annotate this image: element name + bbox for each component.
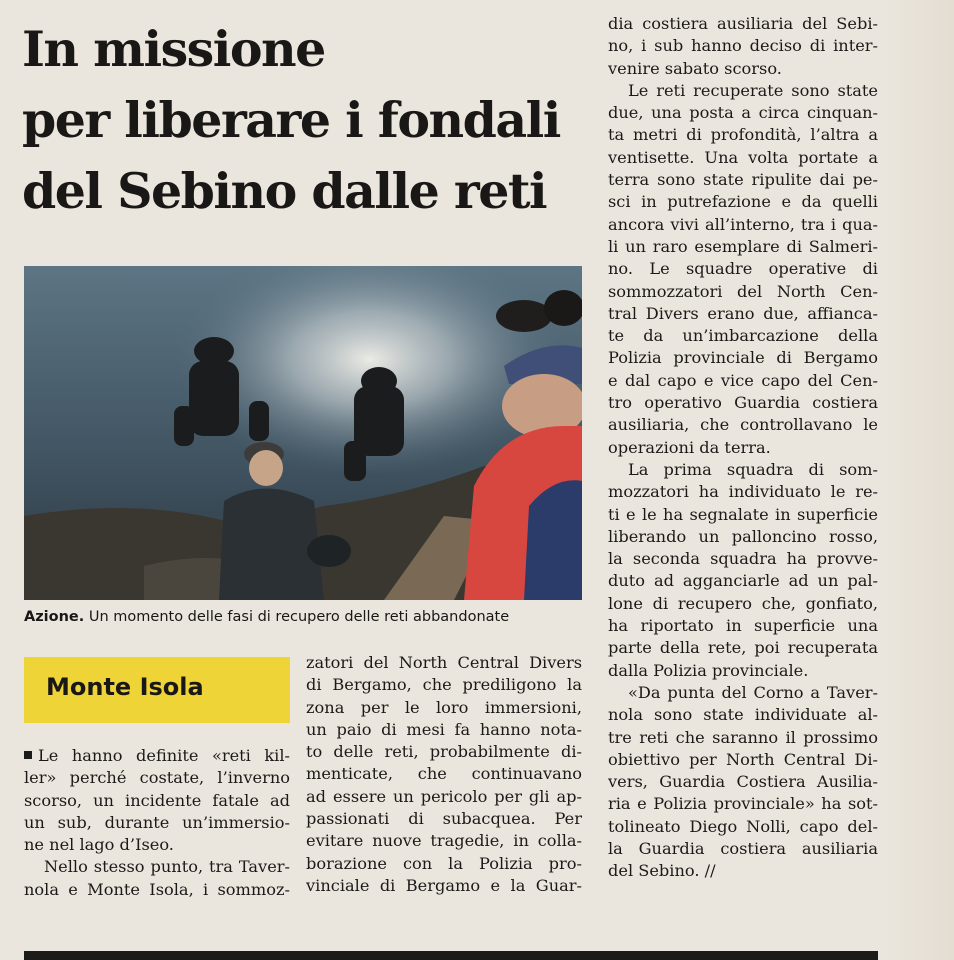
column3-line: tolineato Diego Nolli, capo del- [608,816,878,836]
column3-line: Le reti recuperate sono state [628,80,878,100]
kicker-label: Monte Isola [46,673,204,701]
column3-line: ventisette. Una volta portate a [608,147,878,167]
column3-line: ha riportato in superficie una [608,616,878,636]
column3-line: operazioni da terra. [608,437,771,457]
column2-line: evitare nuove tragedie, in colla- [306,831,582,851]
column2-line: menticate, che continuavano [306,764,582,784]
column3-line: La prima squadra di som- [628,459,878,479]
column3-line: mozzatori ha individuato le re- [608,482,878,502]
column3-line: te da un’imbarcazione della [608,326,878,346]
column3-line: parte della rete, poi recuperata [608,638,878,658]
headline [22,14,602,227]
article-column-1 [24,745,290,901]
column1-line: ler» perché costate, l’inverno [24,768,290,788]
column3-line: venire sabato scorso. [608,58,782,78]
column3-line: li un raro esemplare di Salmeri- [608,236,878,256]
column3-line: la Guardia costiera ausiliaria [608,838,878,858]
column3-line: la seconda squadra ha provve- [608,549,878,569]
headline-line-3: del Sebino dalle reti [22,162,547,220]
column2-line: ad essere un pericolo per gli ap- [306,786,582,806]
column3-line: «Da punta del Corno a Taver- [628,682,878,702]
column3-line: duto ad agganciarle ad un pal- [608,571,878,591]
article-column-2 [306,652,582,897]
column2-line: di Bergamo, che prediligono la [306,675,582,695]
column3-line: del Sebino. // [608,861,716,881]
caption-lead: Azione. [24,609,85,625]
column3-line: ti e le ha segnalate in superficie [608,504,878,524]
caption-text: Un momento delle fasi di recupero delle reti abbandonate [84,609,510,625]
photo-caption [24,607,594,627]
lake-divers-photo [24,266,582,600]
column3-line: ancora vivi all’interno, tra i qua- [608,214,878,234]
column3-line: dia costiera ausiliaria del Sebi- [608,14,878,33]
column2-line: vinciale di Bergamo e la Guar- [306,875,582,895]
headline-line-2: per liberare i fondali [22,91,560,149]
column3-line: ta metri di profondità, l’altra a [608,125,878,145]
article-photo [24,266,582,600]
column2-line: to delle reti, probabilmente di- [306,742,582,762]
location-kicker [24,657,290,723]
column1-line: Nello stesso punto, tra Taver- [44,857,290,877]
paragraph-square-icon [24,751,32,759]
column1-line: ne nel lago d’Iseo. [24,835,174,855]
column3-line: nola sono state individuate al- [608,705,878,725]
column1-line: un sub, durante un’immersio- [24,812,290,832]
column3-line: terra sono state ripulite dai pe- [608,170,878,190]
page-margin [884,0,954,960]
column1-line: scorso, un incidente fatale ad [24,790,290,810]
column2-line: zona per le loro immersioni, [306,697,582,717]
column3-line: obiettivo per North Central Di- [608,749,878,769]
column2-line: zatori del North Central Divers [306,653,582,672]
column3-line: no. Le squadre operative di [608,259,878,279]
column3-line: tre reti che saranno il prossimo [608,727,878,747]
column3-line: e dal capo e vice capo del Cen- [608,370,878,390]
column3-line: tro operativo Guardia costiera [608,393,878,413]
column3-line: sci in putrefazione e da quelli [608,192,878,212]
column3-line: Polizia provinciale di Bergamo [608,348,878,368]
headline-line-1: In missione [22,20,325,78]
column2-line: borazione con la Polizia pro- [306,853,582,873]
column3-line: sommozzatori del North Cen- [608,281,878,301]
column1-line: Le hanno definite «reti kil- [38,746,290,765]
column2-line: un paio di mesi fa hanno nota- [306,719,582,739]
column3-line: lone di recupero che, gonfiato, [608,593,878,613]
column3-line: dalla Polizia provinciale. [608,660,809,680]
column3-line: vers, Guardia Costiera Ausilia- [608,772,878,792]
column3-line: liberando un palloncino rosso, [608,526,878,546]
article-column-3 [608,13,878,883]
column3-line: no, i sub hanno deciso di inter- [608,36,878,56]
column3-line: ria e Polizia provinciale» ha sot- [608,794,878,814]
column2-line: passionati di subacquea. Per [306,809,582,829]
column3-line: tral Divers erano due, affianca- [608,303,878,323]
column3-line: due, una posta a circa cinquan- [608,103,878,123]
column1-line: nola e Monte Isola, i sommoz- [24,879,290,899]
column3-line: ausiliaria, che controllavano le [608,415,878,435]
bottom-rule [24,951,878,960]
